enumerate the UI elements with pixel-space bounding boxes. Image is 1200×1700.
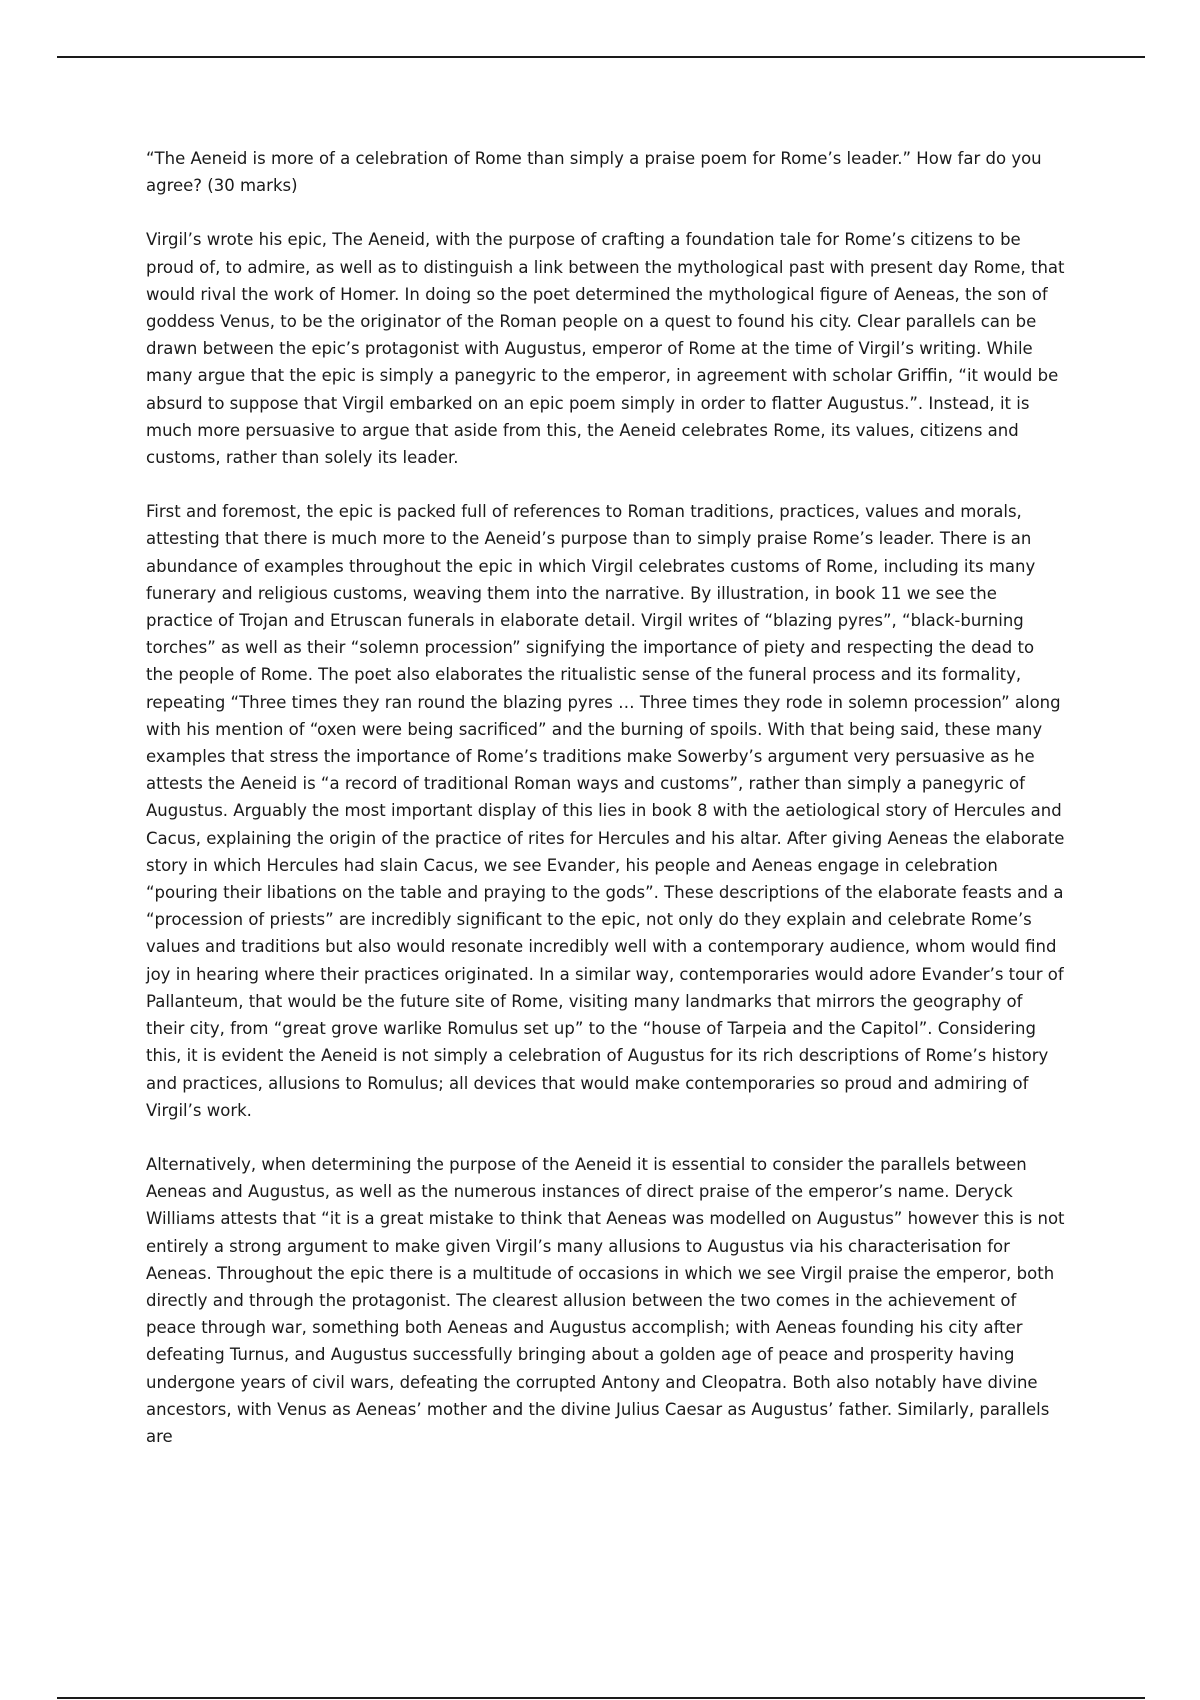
paragraph-roman-customs: First and foremost, the epic is packed full of references to Roman traditions, practices, values and morals, attesting that there is much more to the Aeneid’s purpose than to simply praise Rome’s leader. There is an abundance of examples throughout the epic in which Virgil celebrates customs of Rome, including its many funerary and religious customs, weaving them into the narrative. By illustration, in book 11 we see the practice of Trojan and Etruscan funerals in elaborate detail. Virgil writes of “blazing pyres”, “black-burning torches” as well as their “solemn procession” signifying the importance of piety and respecting the dead to the people of Rome. The poet also elaborates the ritualistic sense of the funeral process and its formality, repeating “Three times they ran round the blazing pyres … Three times they rode in solemn procession” along with his mention of “oxen were being sacrificed” and the burning of spoils. With that being said, these many examples that stress the importance of Rome’s traditions make Sowerby’s argument very persuasive as he attests the Aeneid is “a record of traditional Roman ways and customs”, rather than simply a panegyric of Augustus. Arguably the most important display of this lies in book 8 with the aetiological story of Hercules and Cacus, explaining the origin of the practice of rites for Hercules and his altar. After giving Aeneas the elaborate story in which Hercules had slain Cacus, we see Evander, his people and Aeneas engage in celebration “pouring their libations on the table and praying to the gods”. These descriptions of the elaborate feasts and a “procession of priests” are incredibly significant to the epic, not only do they explain and celebrate Rome’s values and traditions but also would resonate incredibly well with a contemporary audience, whom would find joy in hearing where their practices originated. In a similar way, contemporaries would adore Evander’s tour of Pallanteum, that would be the future site of Rome, visiting many landmarks that mirrors the geography of their city, from “great grove warlike Romulus set up” to the “house of Tarpeia and the Capitol”. Considering this, it is evident the Aeneid is not simply a celebration of Augustus for its rich descriptions of Rome’s history and practices, allusions to Romulus; all devices that would make contemporaries so proud and admiring of Virgil’s work. [146,502,1065,1120]
essay-body [146,145,1066,1477]
paragraph-introduction: Virgil’s wrote his epic, The Aeneid, with the purpose of crafting a foundation tale for Rome’s citizens to be proud of, to admire, as well as to distinguish a link between the mythological past with present day Rome, that would rival the work of Homer. In doing so the poet determined the mythological figure of Aeneas, the son of goddess Venus, to be the originator of the Roman people on a quest to found his city. Clear parallels can be drawn between the epic’s protagonist with Augustus, emperor of Rome at the time of Virgil’s writing. While many argue that the epic is simply a panegyric to the emperor, in agreement with scholar Griffin, “it would be absurd to suppose that Virgil embarked on an epic poem simply in order to flatter Augustus.”. Instead, it is much more persuasive to argue that aside from this, the Aeneid celebrates Rome, its values, citizens and customs, rather than solely its leader. [146,230,1065,468]
essay-question: “The Aeneid is more of a celebration of Rome than simply a praise poem for Rome’s leader.” How far do you agree? (30 marks) [146,149,1042,196]
header-rule [57,56,1145,58]
footer-rule [57,1697,1145,1699]
paragraph-aeneas-augustus: Alternatively, when determining the purpose of the Aeneid it is essential to consider the parallels between Aeneas and Augustus, as well as the numerous instances of direct praise of the emperor’s name. Deryck Williams attests that “it is a great mistake to think that Aeneas was modelled on Augustus” however this is not entirely a strong argument to make given Virgil’s many allusions to Augustus via his characterisation for Aeneas. Throughout the epic there is a multitude of occasions in which we see Virgil praise the emperor, both directly and through the protagonist. The clearest allusion between the two comes in the achievement of peace through war, something both Aeneas and Augustus accomplish; with Aeneas founding his city after defeating Turnus, and Augustus successfully bringing about a golden age of peace and prosperity having undergone years of civil wars, defeating the corrupted Antony and Cleopatra. Both also notably have divine ancestors, with Venus as Aeneas’ mother and the divine Julius Caesar as Augustus’ father. Similarly, parallels are [146,1154,1065,1446]
